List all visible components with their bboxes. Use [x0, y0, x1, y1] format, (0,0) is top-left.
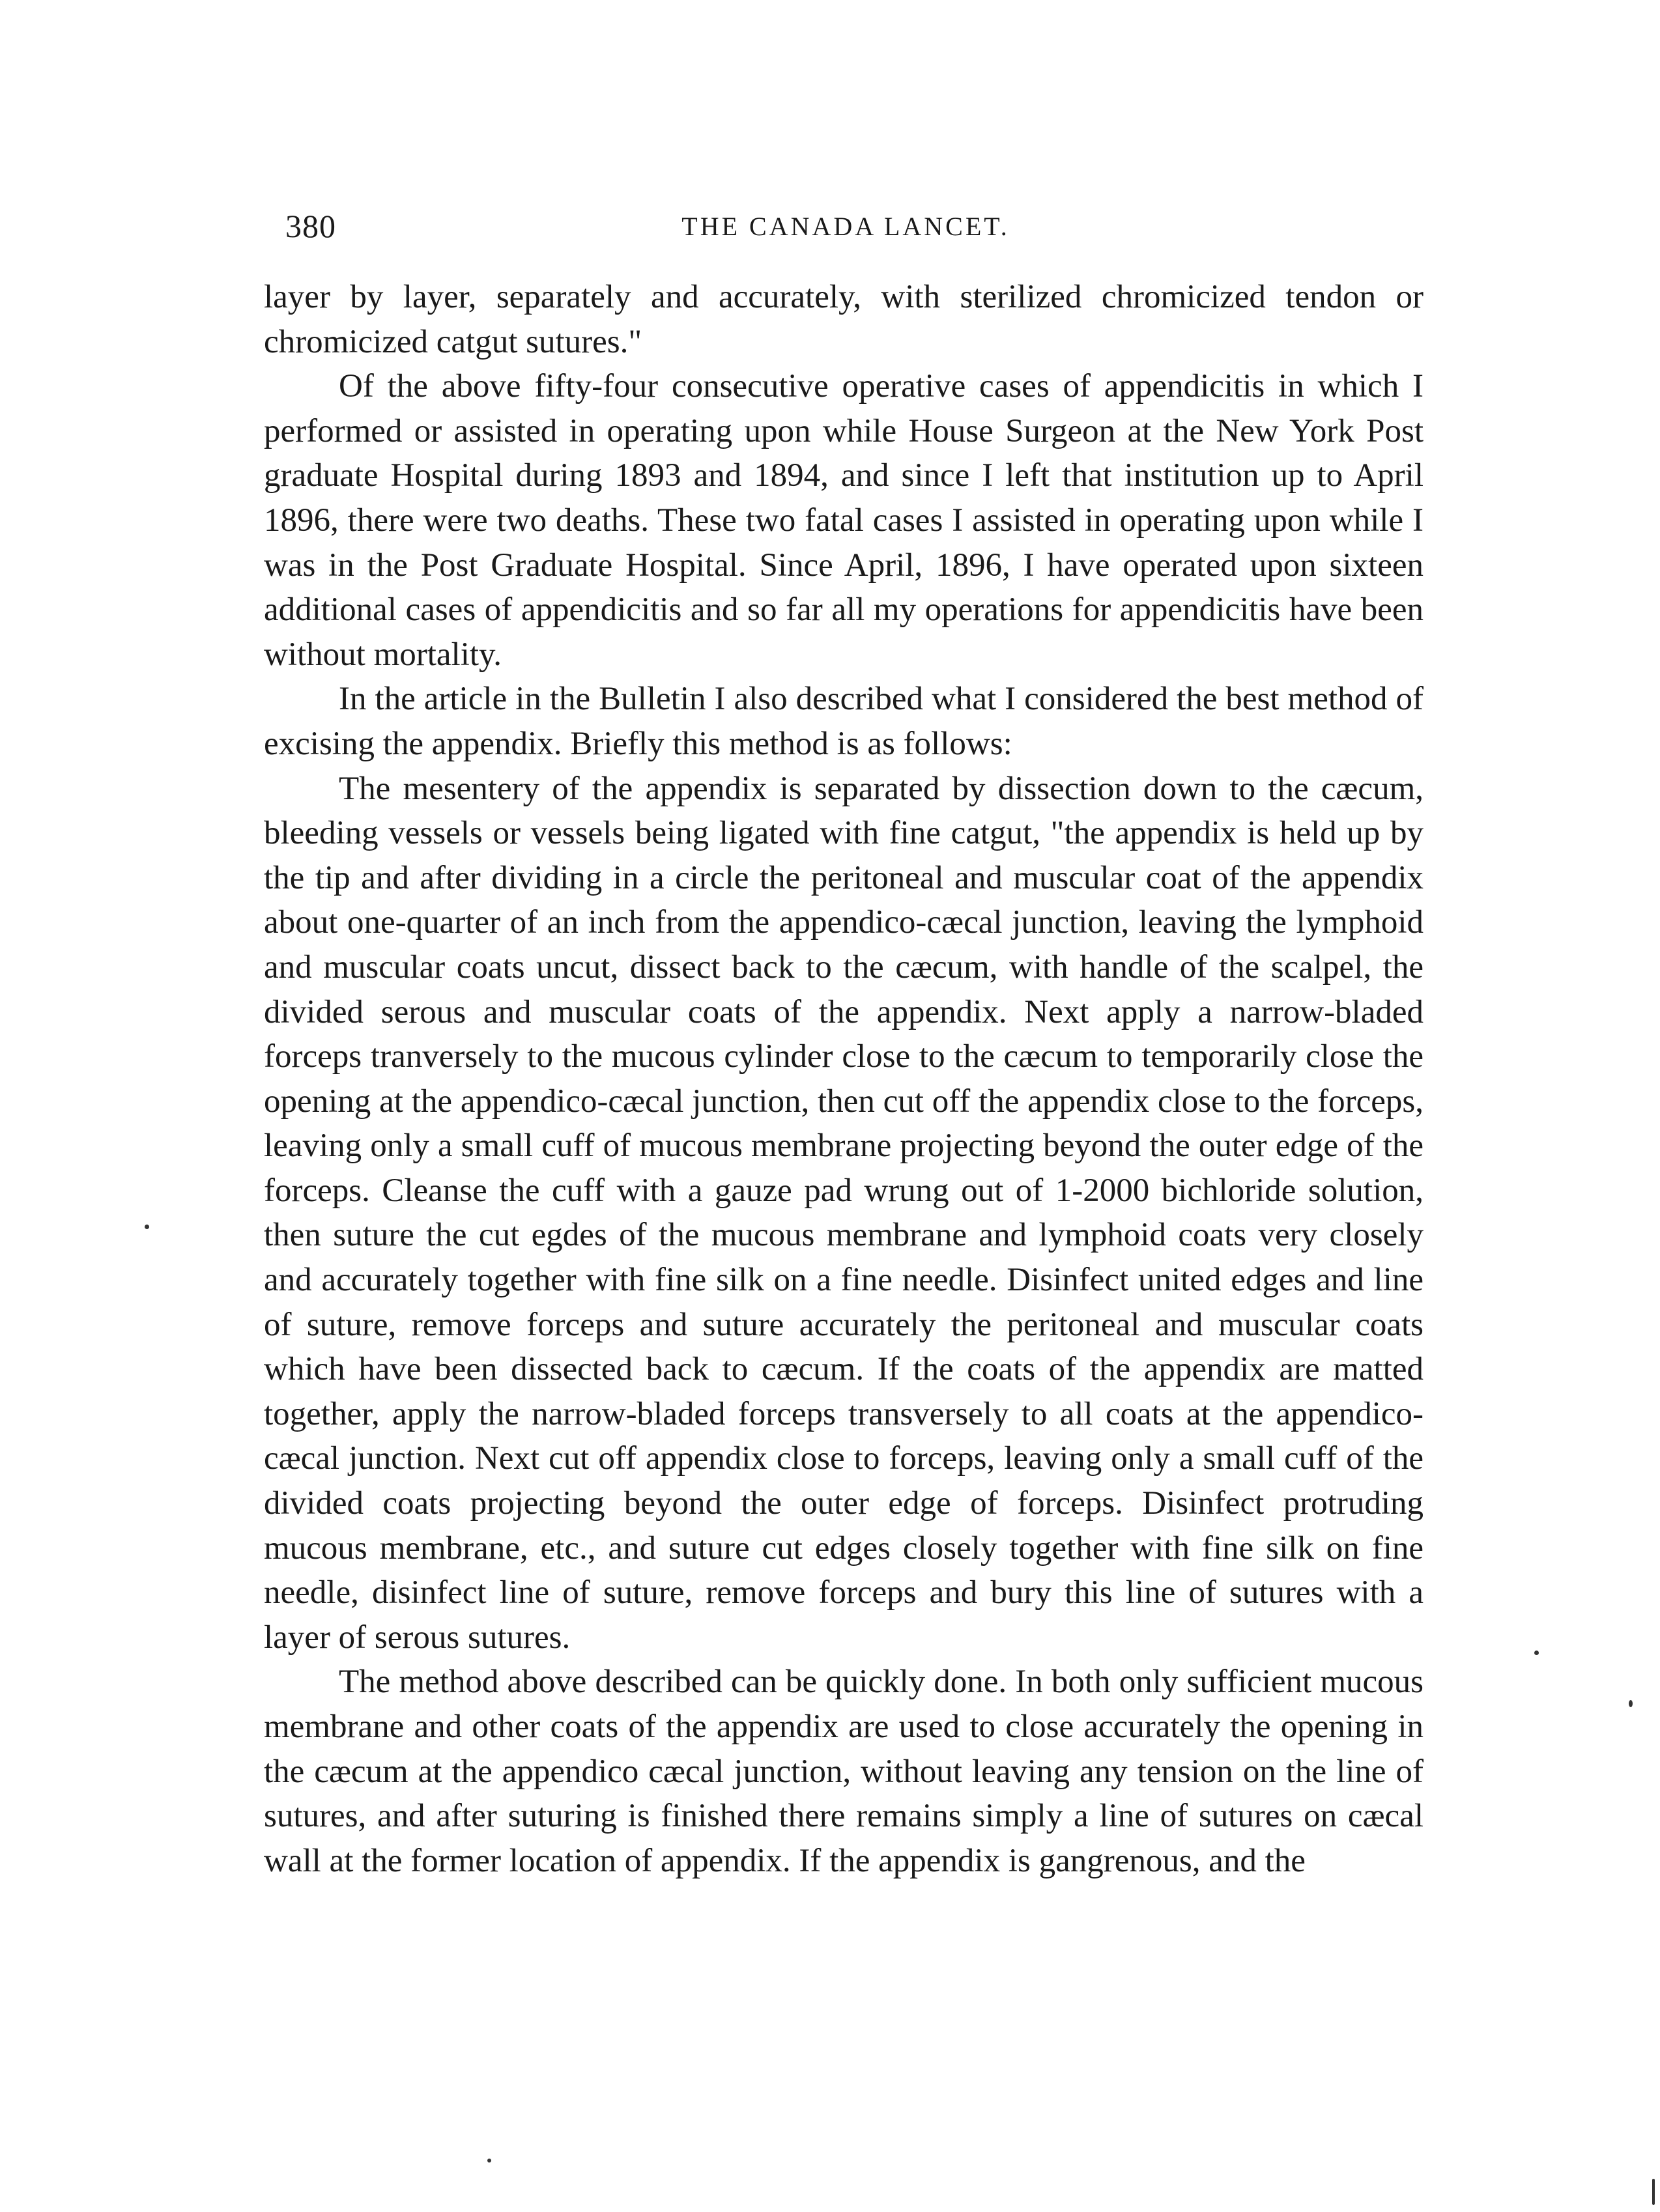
scan-speck	[1652, 2179, 1655, 2205]
scan-speck	[1629, 1700, 1633, 1707]
journal-title: THE CANADA LANCET.	[681, 212, 1010, 241]
paragraph: Of the above fifty-four consecutive operative cases of appendicitis in which I performed or assisted in operating upon while House Surgeon at the New York Post graduate Hospital during 1893 and 1894, and since I left that institution up to April 1896, there were two deaths. These two fatal cases I assisted in operating upon while I was in the Post Graduate Hospital. Since April, 1896, I have operated upon sixteen additional cases of appendicitis and so far all my operations for appendicitis have been without mortality.	[264, 368, 1424, 673]
scan-speck	[1534, 1651, 1539, 1655]
scan-speck	[145, 1225, 149, 1229]
page-number: 380	[285, 208, 336, 244]
paragraph: The mesentery of the appendix is separated by dissection down to the cæcum, bleeding vessels or vessels being ligated with fine catgut, "the appendix is held up by the tip and after dividing in a circle the peritoneal and muscular coat of the appendix about one-quarter of an inch from the appendico-cæcal junction, leaving the lymphoid and muscular coats uncut, dissect back to the cæcum, with handle of the scalpel, the divided serous and muscular coats of the appendix. Next apply a narrow-bladed forceps tranversely to the mucous cylinder close to the cæcum to temporarily close the opening at the appendico-cæcal junction, then cut off the appendix close to the forceps, leaving only a small cuff of mucous membrane projecting beyond the outer edge of the forceps. Cleanse the cuff with a gauze pad wrung out of 1-2000 bichloride solution, then suture the cut egdes of the mucous membrane and lymphoid coats very closely and accurately together with fine silk on a fine needle. Disinfect united edges and line of suture, remove forceps and suture accurately the peritoneal and muscular coats which have been dissected back to cæcum. If the coats of the appendix are matted together, apply the narrow-bladed forceps transversely to all coats at the appendico-cæcal junction. Next cut off appendix close to forceps, leaving only a small cuff of the divided coats projecting beyond the outer edge of forceps. Disinfect protruding mucous membrane, etc., and suture cut edges closely together with fine silk on fine needle, disinfect line of suture, remove forceps and bury this line of sutures with a layer of serous sutures.	[264, 770, 1424, 1656]
article-body	[264, 275, 1424, 1883]
paragraph: In the article in the Bulletin I also described what I considered the best method of excising the appendix. Briefly this method is as follows:	[264, 681, 1424, 762]
scan-speck	[487, 2159, 491, 2162]
paragraph: The method above described can be quickly done. In both only sufficient mucous membrane and other coats of the appendix are used to close accurately the opening in the cæcum at the appendico cæcal junction, without leaving any tension on the line of sutures, and after suturing is finished there remains simply a line of sutures on cæcal wall at the former location of appendix. If the appendix is gangrenous, and the	[264, 1664, 1424, 1879]
running-head	[266, 207, 1425, 253]
paragraph-continuation: layer by layer, separately and accurately, with sterilized chromicized tendon or chromicized catgut sutures."	[264, 279, 1424, 360]
